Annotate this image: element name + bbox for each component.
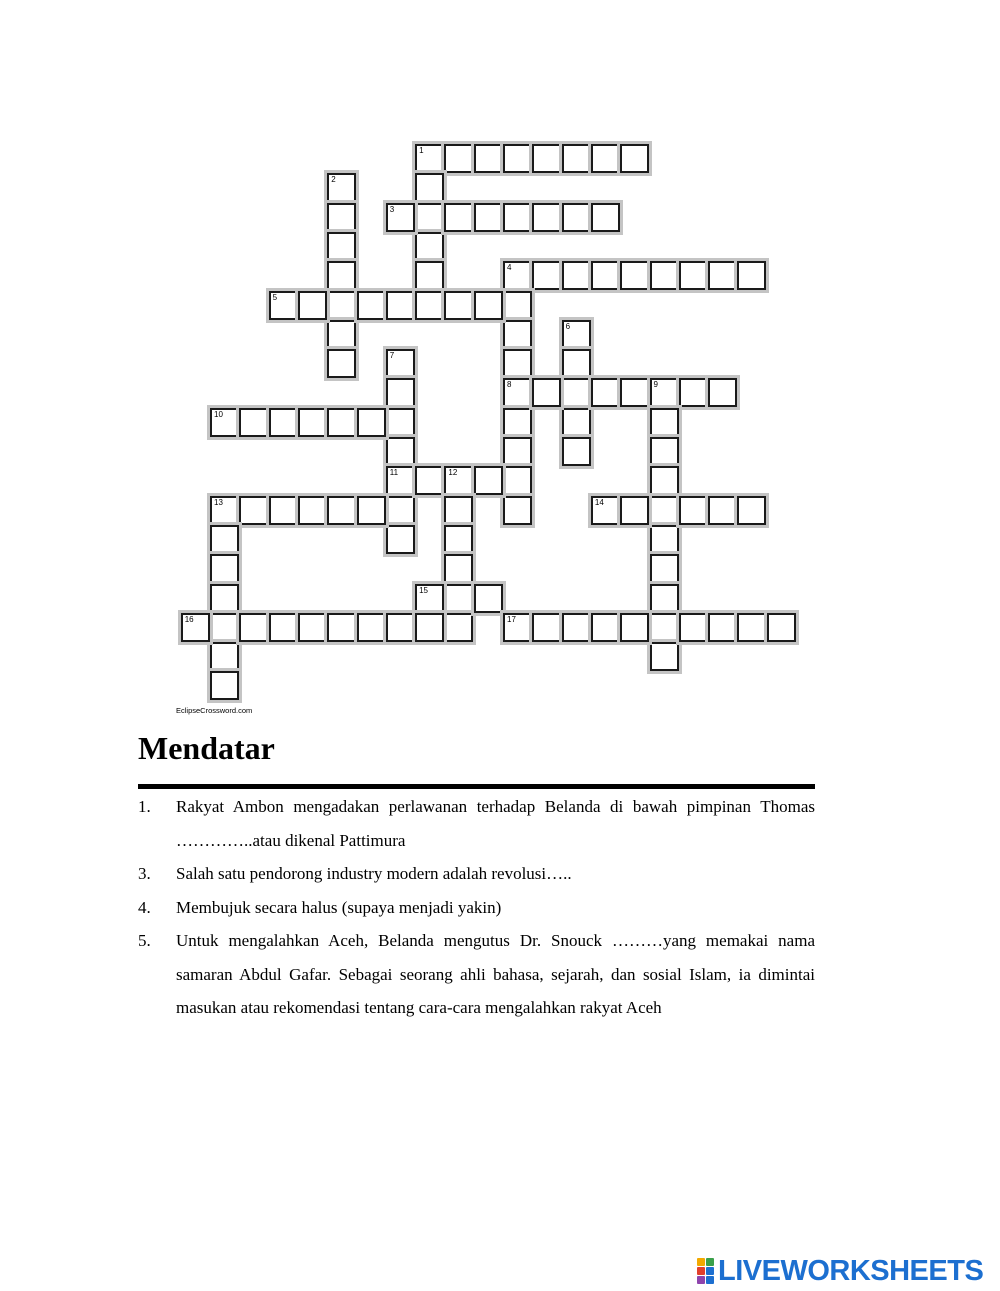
- crossword-cell[interactable]: [708, 261, 737, 290]
- crossword-cell[interactable]: [386, 349, 415, 378]
- crossword-cell[interactable]: [386, 437, 415, 466]
- clue-text: Untuk mengalahkan Aceh, Belanda mengutus Dr. Snouck ………yang memakai nama samaran Abdul Gafar. Sebagai seorang ahli bahasa, sejarah, dan sosial Islam, ia dimintai masukan atau rekomendasi tentang cara-cara mengalahkan rakyat Aceh: [176, 931, 815, 1017]
- cell-number: 14: [594, 497, 604, 507]
- crossword-cell[interactable]: [620, 144, 649, 173]
- crossword-cell[interactable]: [474, 584, 503, 613]
- cell-number: 5: [272, 292, 278, 302]
- crossword-cell[interactable]: [532, 261, 561, 290]
- crossword-cell[interactable]: [269, 291, 298, 320]
- liveworksheets-logo[interactable]: [697, 1256, 983, 1286]
- crossword-cell[interactable]: [327, 291, 356, 320]
- cell-number: 15: [419, 585, 428, 595]
- crossword-cell[interactable]: [532, 203, 561, 232]
- crossword-cell[interactable]: [503, 261, 532, 290]
- crossword-cell[interactable]: [650, 408, 679, 437]
- crossword-cell[interactable]: [679, 378, 708, 407]
- crossword-cell[interactable]: [269, 496, 298, 525]
- crossword-cell[interactable]: [444, 496, 473, 525]
- crossword-cell[interactable]: [415, 613, 444, 642]
- crossword-cell[interactable]: [708, 378, 737, 407]
- clue-text: Salah satu pendorong industry modern adalah revolusi…..: [176, 864, 572, 883]
- cell-number: 4: [507, 263, 512, 273]
- crossword-cell[interactable]: [503, 349, 532, 378]
- crossword-cell[interactable]: [386, 291, 415, 320]
- cell-number: 16: [184, 614, 194, 624]
- clue-number: 1.: [138, 797, 151, 816]
- crossword-cell[interactable]: [298, 291, 327, 320]
- crossword-cell[interactable]: [532, 144, 561, 173]
- crossword-cell[interactable]: [562, 320, 591, 349]
- crossword-cell[interactable]: [474, 466, 503, 495]
- crossword-cell[interactable]: [767, 613, 796, 642]
- crossword-cell[interactable]: [444, 554, 473, 583]
- crossword-cell[interactable]: [474, 144, 503, 173]
- crossword-cell[interactable]: [562, 378, 591, 407]
- clue-item: [138, 924, 815, 1025]
- crossword-cell[interactable]: [532, 613, 561, 642]
- crossword-cell[interactable]: [327, 408, 356, 437]
- crossword-cell[interactable]: [562, 613, 591, 642]
- crossword-cell[interactable]: [650, 584, 679, 613]
- crossword-cell[interactable]: [591, 261, 620, 290]
- crossword-cell[interactable]: [444, 144, 473, 173]
- crossword-cell[interactable]: [503, 613, 532, 642]
- clue-item: [138, 857, 815, 891]
- crossword-cell[interactable]: [562, 437, 591, 466]
- crossword-cell[interactable]: [503, 466, 532, 495]
- crossword-cell[interactable]: [327, 261, 356, 290]
- crossword-cell[interactable]: [591, 144, 620, 173]
- crossword-cell[interactable]: [503, 291, 532, 320]
- crossword-cell[interactable]: [650, 554, 679, 583]
- crossword-cell[interactable]: [269, 613, 298, 642]
- crossword-cell[interactable]: [503, 320, 532, 349]
- crossword-cell[interactable]: [562, 408, 591, 437]
- crossword-cell[interactable]: [415, 584, 444, 613]
- crossword-cell[interactable]: [503, 408, 532, 437]
- crossword-cell[interactable]: [386, 466, 415, 495]
- crossword-cell[interactable]: [679, 496, 708, 525]
- crossword-cell[interactable]: [474, 203, 503, 232]
- cell-number: 13: [214, 497, 223, 507]
- crossword-cell[interactable]: [591, 496, 620, 525]
- clue-text: Membujuk secara halus (supaya menjadi yakin): [176, 897, 502, 917]
- crossword-cell[interactable]: [444, 613, 473, 642]
- crossword-cell[interactable]: [503, 144, 532, 173]
- crossword-cell[interactable]: [708, 613, 737, 642]
- crossword-cell[interactable]: [298, 613, 327, 642]
- crossword-cell[interactable]: [650, 613, 679, 642]
- crossword-cell[interactable]: [357, 613, 386, 642]
- crossword-cell[interactable]: [327, 232, 356, 261]
- clue-list: [138, 790, 815, 1025]
- cell-number: 3: [389, 204, 395, 214]
- crossword-cell[interactable]: [386, 496, 415, 525]
- crossword-cell[interactable]: [650, 437, 679, 466]
- crossword-cell[interactable]: [562, 261, 591, 290]
- cell-number: 9: [653, 380, 658, 390]
- crossword-cell[interactable]: [210, 584, 239, 613]
- cell-number: 10: [214, 409, 223, 419]
- crossword-cell[interactable]: [415, 291, 444, 320]
- crossword-cell[interactable]: [298, 496, 327, 525]
- heading-divider: [138, 784, 815, 789]
- crossword-cell[interactable]: [357, 496, 386, 525]
- crossword-cell[interactable]: [620, 378, 649, 407]
- crossword-cell[interactable]: [650, 642, 679, 671]
- crossword-cell[interactable]: [444, 466, 473, 495]
- crossword-cell[interactable]: [327, 613, 356, 642]
- crossword-cell[interactable]: [181, 613, 210, 642]
- crossword-cell[interactable]: [562, 349, 591, 378]
- crossword-cell[interactable]: [415, 261, 444, 290]
- crossword-cell[interactable]: [474, 291, 503, 320]
- crossword-cell[interactable]: [620, 496, 649, 525]
- crossword-cell[interactable]: [415, 203, 444, 232]
- crossword-cell[interactable]: [210, 642, 239, 671]
- crossword-cell[interactable]: [210, 554, 239, 583]
- crossword-cell[interactable]: [650, 525, 679, 554]
- clue-number: 3.: [138, 864, 151, 883]
- crossword-cell[interactable]: [386, 525, 415, 554]
- crossword-cell[interactable]: [239, 613, 268, 642]
- cell-number: 17: [507, 614, 516, 624]
- crossword-cell[interactable]: [679, 613, 708, 642]
- crossword-credit: EclipseCrossword.com: [176, 706, 253, 715]
- crossword-cell[interactable]: [650, 466, 679, 495]
- crossword-cell[interactable]: [327, 320, 356, 349]
- logo-text: LIVEWORKSHEETS: [718, 1254, 984, 1287]
- crossword-cell[interactable]: [503, 378, 532, 407]
- crossword-cell[interactable]: [239, 496, 268, 525]
- crossword-cell[interactable]: [737, 613, 766, 642]
- logo-tiles-icon: [697, 1258, 714, 1284]
- crossword-cell[interactable]: [708, 496, 737, 525]
- clue-item: [138, 790, 815, 857]
- crossword-cell[interactable]: [210, 496, 239, 525]
- crossword-cell[interactable]: [532, 378, 561, 407]
- crossword-cell[interactable]: [327, 203, 356, 232]
- crossword-cell[interactable]: [298, 408, 327, 437]
- crossword-cell[interactable]: [386, 378, 415, 407]
- cell-number: 11: [389, 468, 399, 478]
- crossword-cell[interactable]: [503, 203, 532, 232]
- cell-number: 12: [448, 468, 458, 478]
- crossword-cell[interactable]: [415, 173, 444, 202]
- crossword-cell[interactable]: [327, 496, 356, 525]
- cell-number: 1: [419, 146, 424, 155]
- crossword-cell[interactable]: [239, 408, 268, 437]
- cell-number: 7: [389, 351, 395, 361]
- crossword-cell[interactable]: [444, 291, 473, 320]
- crossword-cell[interactable]: [210, 525, 239, 554]
- crossword-cell[interactable]: [591, 613, 620, 642]
- cell-number: 2: [331, 175, 336, 185]
- section-heading: Mendatar: [138, 730, 275, 766]
- crossword-cell[interactable]: [562, 144, 591, 173]
- crossword-cell[interactable]: [591, 203, 620, 232]
- crossword-cell[interactable]: [650, 261, 679, 290]
- crossword-cell[interactable]: [210, 671, 239, 700]
- crossword-cell[interactable]: [562, 203, 591, 232]
- crossword-cell[interactable]: [210, 408, 239, 437]
- crossword-cell[interactable]: [620, 261, 649, 290]
- crossword-cell[interactable]: [444, 525, 473, 554]
- crossword-cell[interactable]: [737, 496, 766, 525]
- crossword-cell[interactable]: [444, 203, 473, 232]
- crossword-cell[interactable]: [503, 437, 532, 466]
- cell-number: 6: [565, 321, 571, 331]
- clue-number: 5.: [138, 931, 151, 950]
- crossword-cell[interactable]: [503, 496, 532, 525]
- crossword-cell[interactable]: [386, 613, 415, 642]
- crossword-cell[interactable]: [620, 613, 649, 642]
- crossword-cell[interactable]: [386, 408, 415, 437]
- clue-number: 4.: [138, 897, 151, 917]
- crossword-cell[interactable]: [415, 232, 444, 261]
- crossword-cell[interactable]: [679, 261, 708, 290]
- clue-item: [138, 891, 815, 925]
- crossword-cell[interactable]: [415, 466, 444, 495]
- crossword-cell[interactable]: [357, 408, 386, 437]
- crossword-cell[interactable]: [737, 261, 766, 290]
- crossword-cell[interactable]: [591, 378, 620, 407]
- crossword-cell[interactable]: [386, 203, 415, 232]
- crossword-cell[interactable]: [210, 613, 239, 642]
- clue-text: Rakyat Ambon mengadakan perlawanan terhadap Belanda di bawah pimpinan Thomas …………..atau dikenal Pattimura: [176, 797, 815, 850]
- cell-number: 8: [507, 380, 512, 390]
- crossword-cell[interactable]: [269, 408, 298, 437]
- crossword-cell[interactable]: [357, 291, 386, 320]
- crossword-cell[interactable]: [444, 584, 473, 613]
- crossword-cell[interactable]: [650, 378, 679, 407]
- crossword-cell[interactable]: [327, 173, 356, 202]
- crossword-cell[interactable]: [415, 144, 444, 173]
- crossword-cell[interactable]: [650, 496, 679, 525]
- crossword-cell[interactable]: [327, 349, 356, 378]
